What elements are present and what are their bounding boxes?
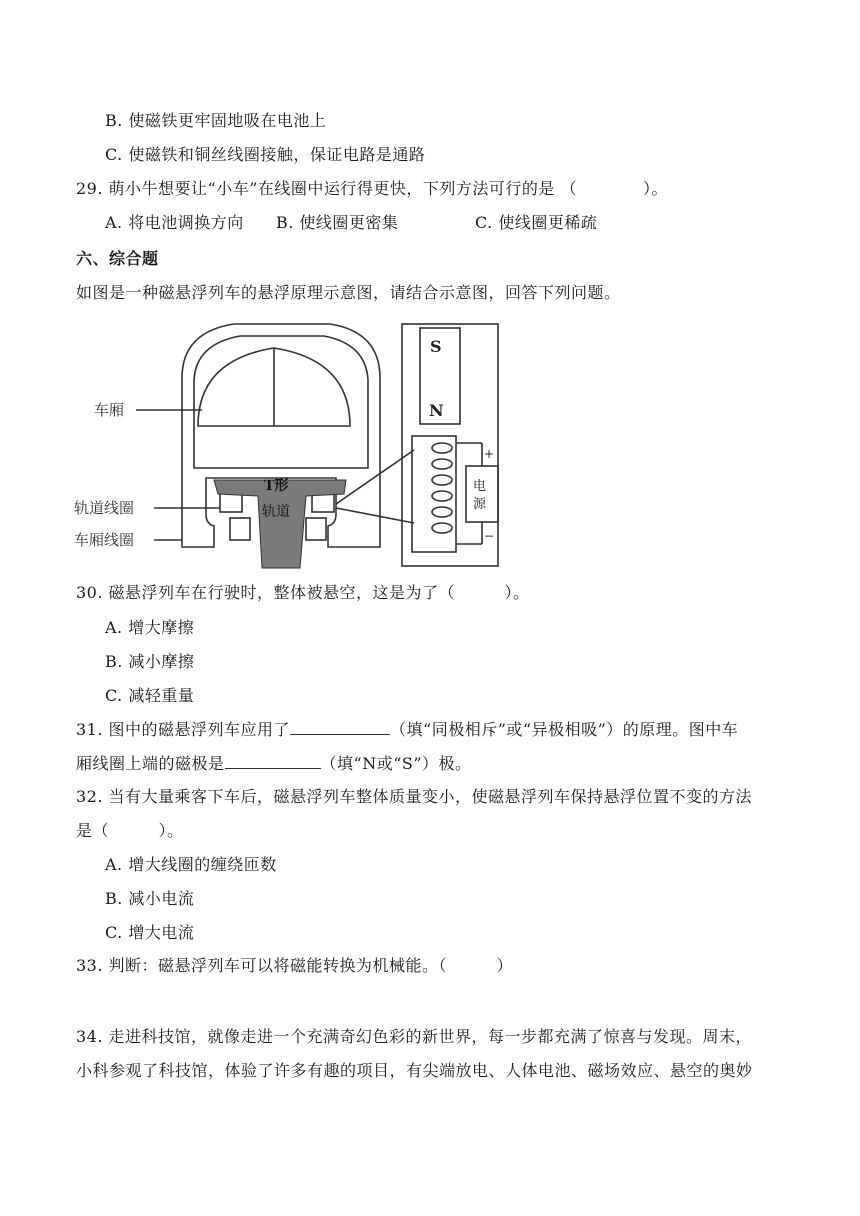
q29-option-c: C. 使线圈更稀疏 bbox=[475, 213, 598, 232]
section-intro: 如图是一种磁悬浮列车的悬浮原理示意图，请结合示意图，回答下列问题。 bbox=[76, 283, 621, 302]
q32-line1: 32. 当有大量乘客下车后，磁悬浮列车整体质量变小，使磁悬浮列车保持悬浮位置不变的方法 bbox=[76, 787, 753, 806]
q32-option-a: A. 增大线圈的缠绕匝数 bbox=[105, 855, 277, 874]
label-s-pole: S bbox=[430, 337, 442, 356]
q34-line1: 34. 走进科技馆，就像走进一个充满奇幻色彩的新世界，每一步都充满了惊喜与发现。周末， bbox=[76, 1027, 753, 1046]
section-title: 六、综合题 bbox=[76, 249, 159, 268]
q31-text-a: 31. 图中的磁悬浮列车应用了 bbox=[76, 720, 291, 739]
q32-option-b: B. 减小电流 bbox=[105, 889, 195, 908]
q31-line2 bbox=[76, 752, 472, 775]
q31-text-c: 厢线圈上端的磁极是 bbox=[76, 754, 225, 773]
q30-stem: 30. 磁悬浮列车在行驶时，整体被悬空，这是为了（ ）。 bbox=[76, 583, 530, 602]
q31-text-b: （填“同极相斥”或“异极相吸”）的原理。图中车 bbox=[390, 720, 739, 739]
q29-option-b: B. 使线圈更密集 bbox=[276, 213, 399, 232]
q30-option-b: B. 减小摩擦 bbox=[105, 652, 195, 671]
q29-option-a: A. 将电池调换方向 bbox=[105, 213, 244, 232]
label-car-coil: 车厢线圈 bbox=[74, 531, 135, 549]
q28-option-b: B. 使磁铁更牢固地吸在电池上 bbox=[105, 111, 327, 130]
q28-option-c: C. 使磁铁和铜丝线圈接触，保证电路是通路 bbox=[105, 145, 426, 164]
label-minus: − bbox=[484, 529, 495, 543]
q34-line2: 小科参观了科技馆，体验了许多有趣的项目，有尖端放电、人体电池、磁场效应、悬空的奥妙 bbox=[76, 1061, 753, 1080]
q31-text-d: （填“N或“S”）极。 bbox=[320, 754, 472, 773]
label-n-pole: N bbox=[429, 401, 444, 420]
label-power-1: 电 bbox=[473, 479, 487, 494]
q32-line2: 是（ ）。 bbox=[76, 821, 184, 840]
q29-stem: 29. 萌小牛想要让“小车”在线圈中运行得更快，下列方法可行的是 （ ）。 bbox=[76, 179, 668, 198]
q32-option-c: C. 增大电流 bbox=[105, 923, 195, 942]
label-t-shape: T形 bbox=[264, 478, 289, 494]
q31-blank-1[interactable] bbox=[290, 718, 390, 735]
q30-option-a: A. 增大摩擦 bbox=[105, 618, 195, 637]
label-plus: + bbox=[484, 447, 495, 461]
label-track-coil: 轨道线圈 bbox=[74, 499, 135, 517]
q30-option-c: C. 减轻重量 bbox=[105, 686, 195, 705]
q31-line1 bbox=[76, 718, 738, 741]
label-carriage: 车厢 bbox=[94, 401, 125, 419]
label-track: 轨道 bbox=[262, 504, 290, 520]
maglev-diagram bbox=[74, 318, 514, 574]
q33-stem: 33. 判断：磁悬浮列车可以将磁能转换为机械能。（ ） bbox=[76, 956, 514, 975]
label-power-2: 源 bbox=[473, 497, 487, 512]
q31-blank-2[interactable] bbox=[225, 752, 321, 769]
